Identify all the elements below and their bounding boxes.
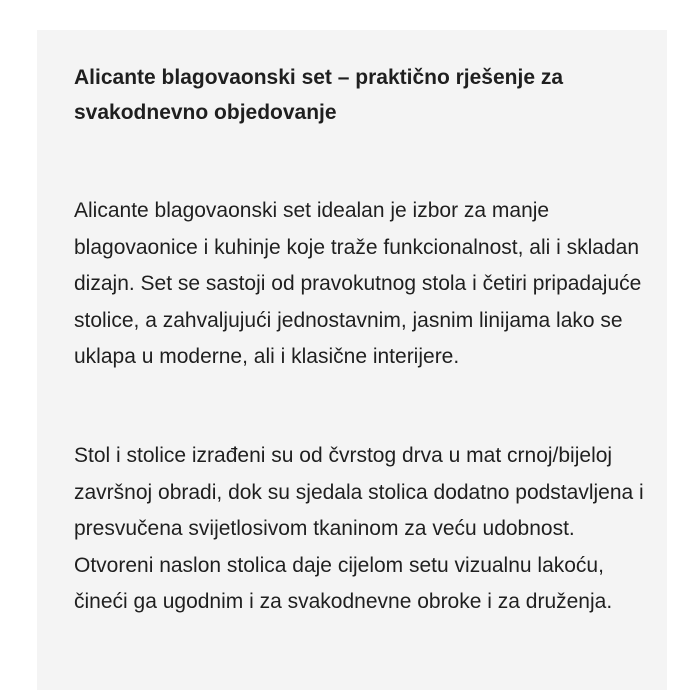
content-panel [37,30,667,690]
article-paragraph-2: Stol i stolice izrađeni su od čvrstog drva u mat crnoj/bijeloj završnoj obradi, dok su sjedala stolica dodatno podstavljena i presvučena svijetlosivom tkaninom za veću udobnost. Otvoreni naslon stolica daje cijelom setu vizualnu lakoću, čineći ga ugodnim i za svakodnevne obroke i za druženja. [74,444,644,613]
article-paragraph-1: Alicante blagovaonski set idealan je izbor za manje blagovaonice i kuhinje koje traže funkcionalnost, ali i skladan dizajn. Set se sastoji od pravokutnog stola i četiri pripadajuće stolice, a zahvaljujući jednostavnim, jasnim linijama lako se uklapa u moderne, ali i klasične interijere. [74,199,642,368]
article-heading: Alicante blagovaonski set – praktično rješenje za svakodnevno objedovanje [74,66,564,124]
